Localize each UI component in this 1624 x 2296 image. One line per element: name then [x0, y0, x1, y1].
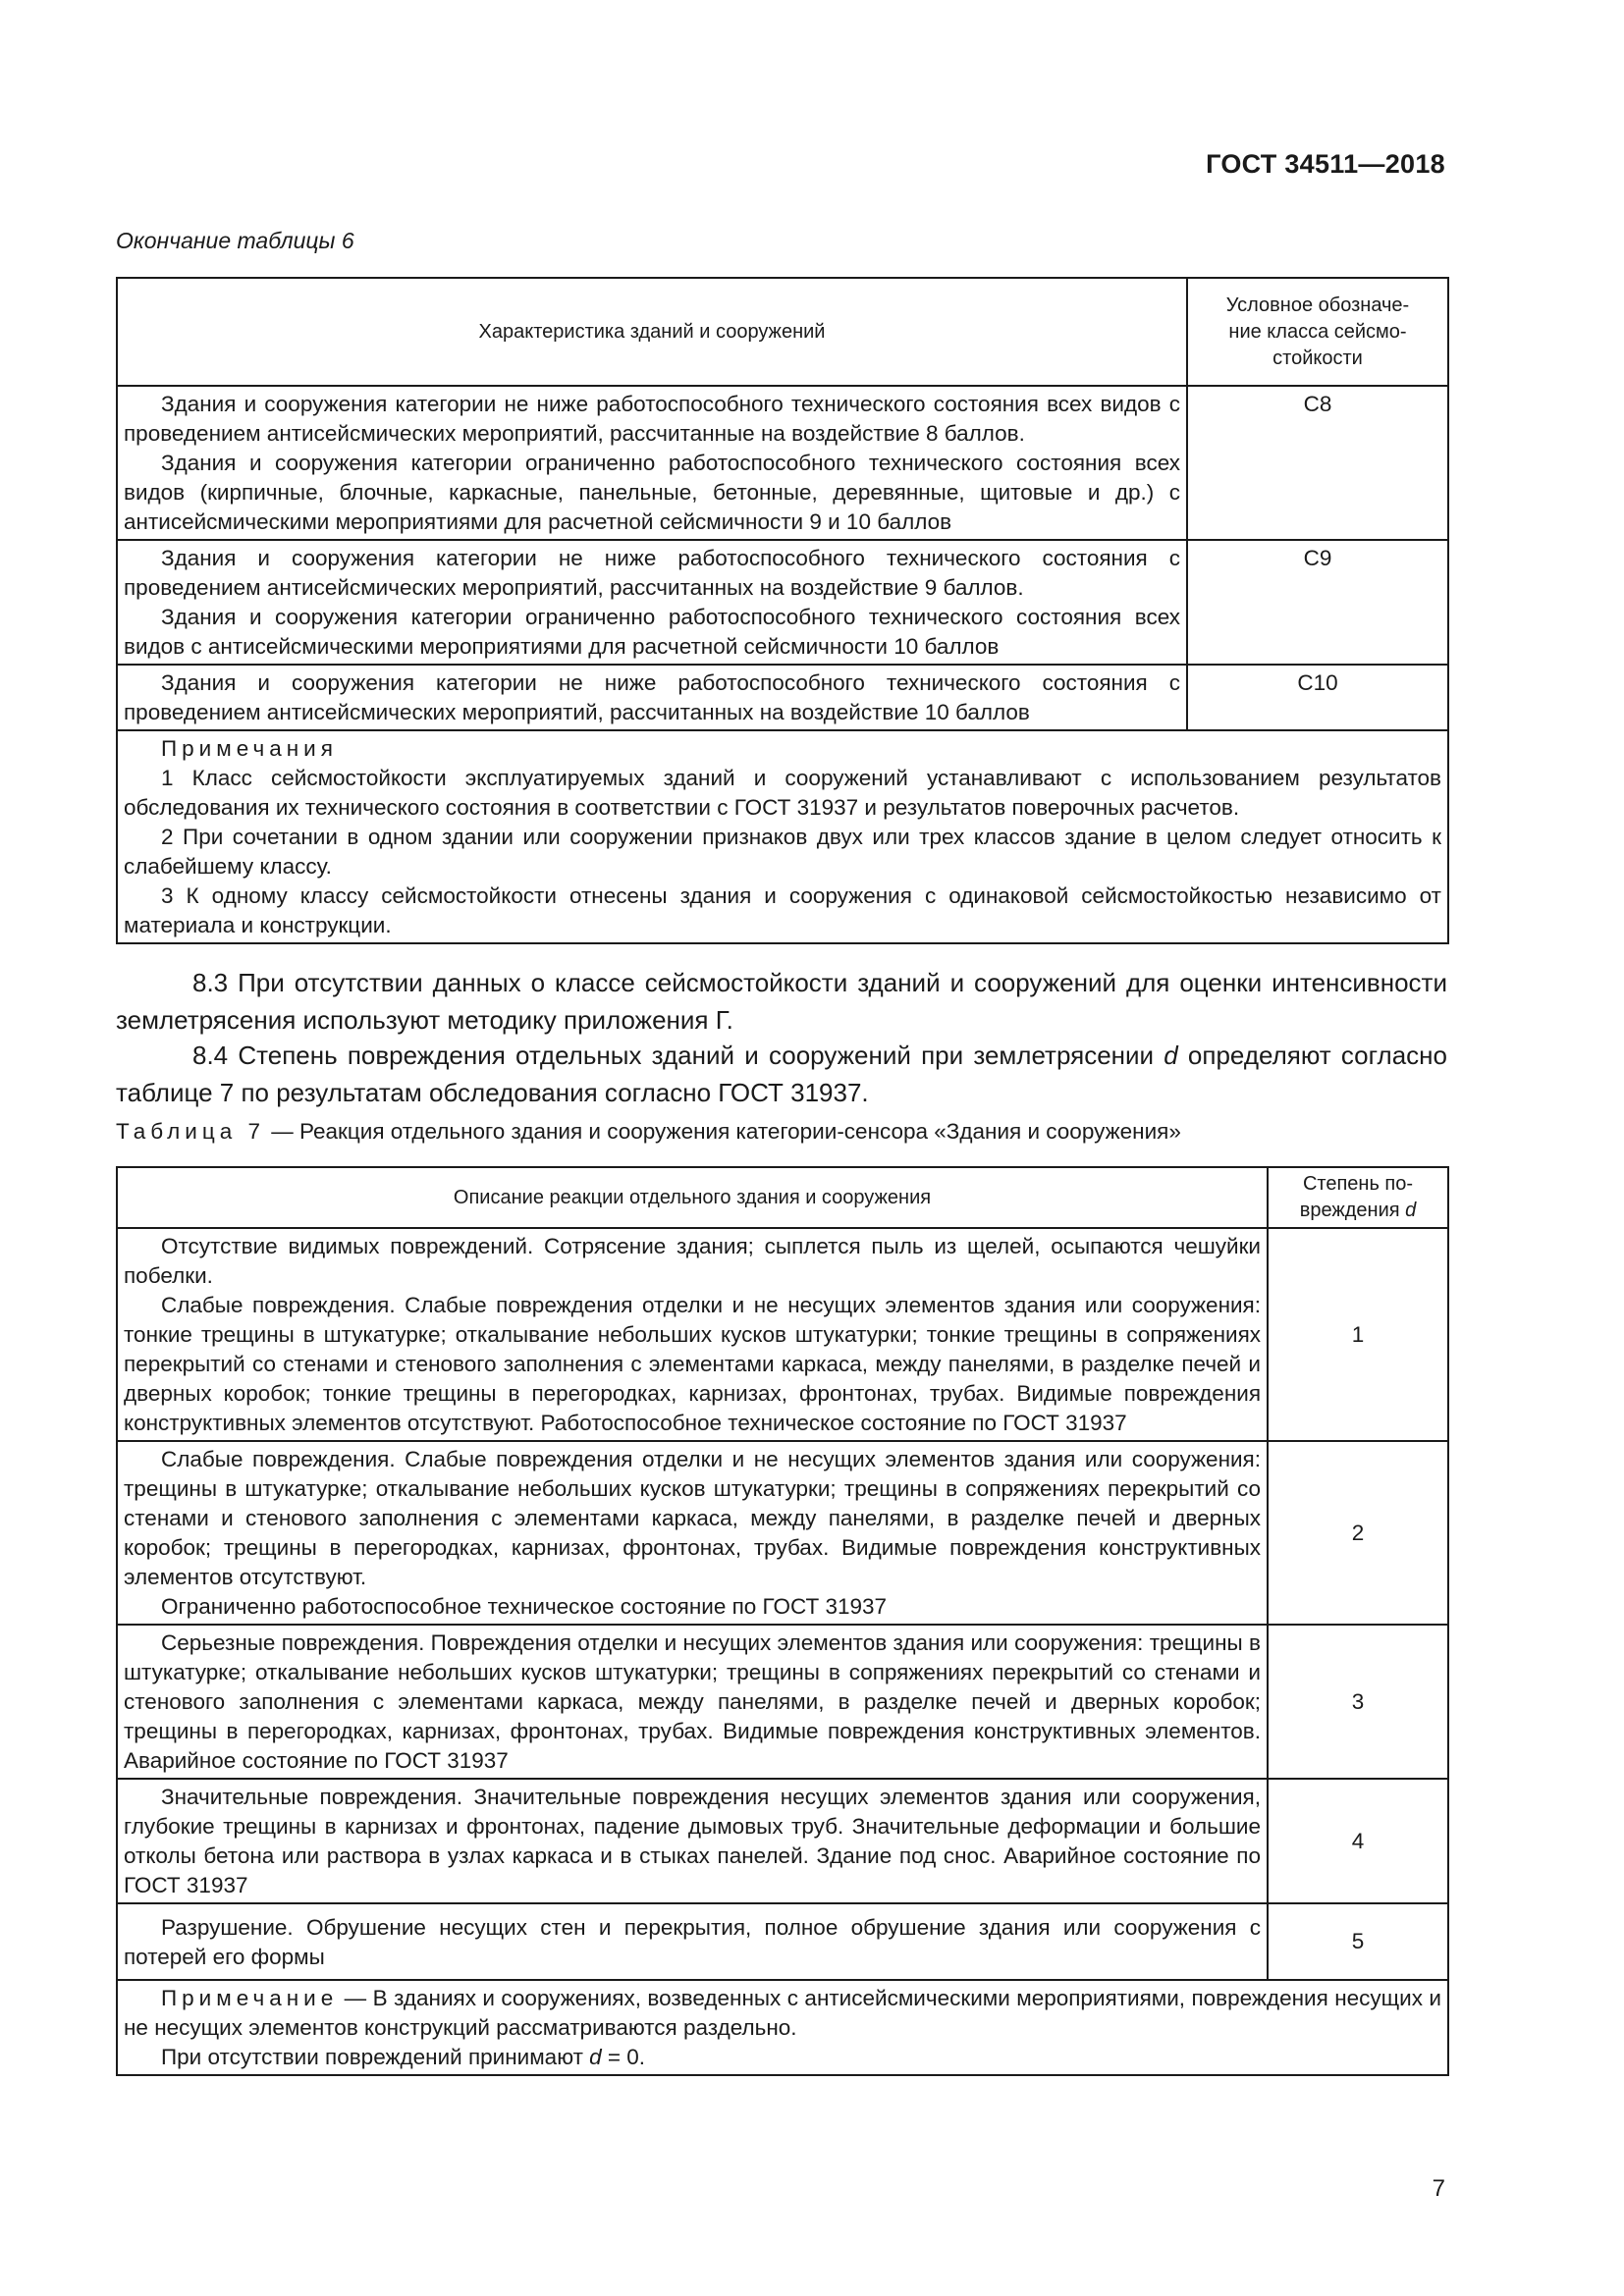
table-paragraph: Здания и сооружения категории не ниже работоспособного технического состояния с проведением антисейсмических мероприятий, рассчитанных на воздействие 10 баллов	[124, 670, 1180, 724]
table7-header-row	[117, 1167, 1448, 1228]
table7-row-1	[117, 1228, 1448, 1441]
table7-row-4	[117, 1779, 1448, 1903]
note-item	[118, 2043, 1447, 2072]
paragraph-8-4	[116, 1037, 1447, 1111]
table7-row-2	[117, 1441, 1448, 1625]
paragraph-8-3: 8.3 При отсутствии данных о классе сейсмостойкости зданий и сооружений для оценки интенсивности землетрясения используют методику приложения Г.	[116, 968, 1447, 1035]
table7-col2-header-line2: вреждения	[1299, 1200, 1406, 1221]
table-paragraph: Слабые повреждения. Слабые повреждения отделки и не несущих элементов здания или сооружения: тонкие трещины в штукатурке; откалывание небольших кусков штукатурки; тонкие трещины в сопряжениях перекрытий со стенами и стенового заполнения с элементами каркаса, между панелями, в разделке печей и дверных коробок; тонкие трещины в перегородках, карнизах, фронтонах, трубах. Видимые повреждения конструктивных элементов отсутствуют. Работоспособное техническое состояние по ГОСТ 31937	[124, 1293, 1261, 1435]
paragraph-8-4-part1: 8.4 Степень повреждения отдельных зданий и сооружений при землетрясении	[192, 1041, 1164, 1070]
table6-row-c8	[117, 386, 1448, 540]
table7-note	[117, 1980, 1448, 2075]
table7-caption	[116, 1119, 1181, 1145]
table-paragraph: Здания и сооружения категории не ниже работоспособного технического состояния с проведением антисейсмических мероприятий, рассчитанных на воздействие 9 баллов.	[124, 546, 1180, 600]
note-item: 3 К одному классу сейсмостойкости отнесены здания и сооружения с одинаковой сейсмостойкостью независимо от материала и конструкции.	[124, 883, 1441, 937]
table6-row-c10	[117, 665, 1448, 730]
table7-row-2-degree: 2	[1268, 1441, 1448, 1625]
table6-continuation-caption: Окончание таблицы 6	[116, 228, 354, 253]
note-label: Примечание	[161, 1986, 339, 2010]
table-paragraph: Слабые повреждения. Слабые повреждения отделки и не несущих элементов здания или сооружения: трещины в штукатурке; откалывание небольших кусков штукатурки; трещины в сопряжениях перекрытий со стенами и стенового заполнения с элементами каркаса, между панелями, в разделке печей и дверных коробок; трещины в перегородках, карнизах, фронтонах, трубах. Видимые повреждения конструктивных элементов отсутствуют.	[124, 1447, 1261, 1589]
note-item: 2 При сочетании в одном здании или сооружении признаков двух или трех классов здание в целом следует относить к слабейшему классу.	[124, 825, 1441, 879]
note-text: — В зданиях и сооружениях, возведенных с антисейсмическими мероприятиями, повреждения несущих и не несущих элементов конструкций рассматриваются раздельно.	[124, 1986, 1441, 2040]
paragraph-8-4-part2: определяют согласно таблице 7 по результатам обследования согласно ГОСТ 31937.	[116, 1041, 1447, 1107]
table7-row-4-degree: 4	[1268, 1779, 1448, 1903]
table6-row-c10-description	[117, 665, 1187, 730]
note-item: 1 Класс сейсмостойкости эксплуатируемых зданий и сооружений устанавливают с использованием результатов обследования их технического состояния в соответствии с ГОСТ 31937 и результатов поверочных расчетов.	[124, 766, 1441, 820]
table7-row-1-description	[117, 1228, 1268, 1441]
table7-col1-header: Описание реакции отдельного здания и сооружения	[117, 1167, 1268, 1228]
table-paragraph: Здания и сооружения категории не ниже работоспособного технического состояния всех видов с проведением антисейсмических мероприятий, рассчитанные на воздействие 8 баллов.	[124, 392, 1180, 446]
document-code: ГОСТ 34511—2018	[1206, 149, 1445, 179]
table6-row-c9	[117, 540, 1448, 665]
table-6	[116, 277, 1449, 944]
table7-title: — Реакция отдельного здания и сооружения категории-сенсора «Здания и сооружения»	[265, 1119, 1181, 1144]
notes-title: Примечания	[161, 736, 338, 761]
table7-row-3	[117, 1625, 1448, 1779]
variable-d: d	[1405, 1200, 1417, 1221]
table-paragraph: Ограниченно работоспособное техническое состояние по ГОСТ 31937	[161, 1594, 888, 1619]
table-paragraph: Разрушение. Обрушение несущих стен и перекрытия, полное обрушение здания или сооружения с потерей его формы	[124, 1914, 1261, 1969]
table-7	[116, 1166, 1449, 2076]
note-item	[118, 1984, 1447, 2043]
table7-col2-header	[1268, 1167, 1448, 1228]
table-paragraph: Серьезные повреждения. Повреждения отделки и несущих элементов здания или сооружения: трещины в штукатурке; откалывание небольших кусков штукатурки; трещины в сопряжениях перекрытий со стенами и стенового заполнения с элементами каркаса, между панелями, в разделке печей и дверных коробок; трещины в перегородках, карнизах, фронтонах, трубах. Видимые повреждения конструктивных элементов. Аварийное состояние по ГОСТ 31937	[124, 1630, 1261, 1773]
table-paragraph: Здания и сооружения категории ограниченно работоспособного технического состояния всех видов с антисейсмическими мероприятиями для расчетной сейсмичности 10 баллов	[124, 605, 1180, 659]
table7-row-5	[117, 1903, 1448, 1980]
table7-note-row	[117, 1980, 1448, 2075]
variable-d: d	[589, 2045, 602, 2069]
table7-label: Таблица 7	[116, 1119, 265, 1144]
table6-notes-row	[117, 730, 1448, 943]
table7-row-5-degree: 5	[1268, 1903, 1448, 1980]
table6-row-c9-description	[117, 540, 1187, 665]
table6-col1-header: Характеристика зданий и сооружений	[117, 278, 1187, 386]
table6-row-c8-description	[117, 386, 1187, 540]
page-number: 7	[1432, 2175, 1445, 2202]
variable-d: d	[1164, 1041, 1178, 1070]
table6-notes	[117, 730, 1448, 943]
table6-row-c8-class: С8	[1187, 386, 1448, 540]
table-paragraph: Здания и сооружения категории ограниченно работоспособного технического состояния всех видов (кирпичные, блочные, каркасные, панельные, бетонные, деревянные, щитовые и др.) с антисейсмическими мероприятиями для расчетной сейсмичности 9 и 10 баллов	[124, 451, 1180, 534]
table-paragraph: Значительные повреждения. Значительные повреждения несущих элементов здания или сооружения, глубокие трещины в карнизах и фронтонах, падение дымовых труб. Значительные деформации и большие отколы бетона или раствора в узлах каркаса и в стыках панелей. Здание под снос. Аварийное состояние по ГОСТ 31937	[124, 1785, 1261, 1897]
table6-row-c10-class: С10	[1187, 665, 1448, 730]
table6-col2-header-line2: ние класса сейсмо-	[1228, 320, 1407, 343]
note2-part1: При отсутствии повреждений принимают	[161, 2045, 590, 2069]
note2-part2: = 0.	[601, 2045, 646, 2069]
table7-row-3-description	[117, 1625, 1268, 1779]
table-paragraph: Отсутствие видимых повреждений. Сотрясение здания; сыплется пыль из щелей, осыпаются чешуйки побелки.	[124, 1234, 1261, 1288]
table6-col2-header	[1187, 278, 1448, 386]
table7-row-3-degree: 3	[1268, 1625, 1448, 1779]
table6-row-c9-class: С9	[1187, 540, 1448, 665]
table7-row-1-degree: 1	[1268, 1228, 1448, 1441]
table6-col2-header-line3: стойкости	[1272, 347, 1363, 369]
table7-row-4-description	[117, 1779, 1268, 1903]
table7-row-5-description	[117, 1903, 1268, 1980]
table6-header-row	[117, 278, 1448, 386]
table7-col2-header-line1: Степень по-	[1302, 1173, 1414, 1195]
table7-row-2-description	[117, 1441, 1268, 1625]
table6-col2-header-line1: Условное обозначе-	[1225, 294, 1410, 316]
